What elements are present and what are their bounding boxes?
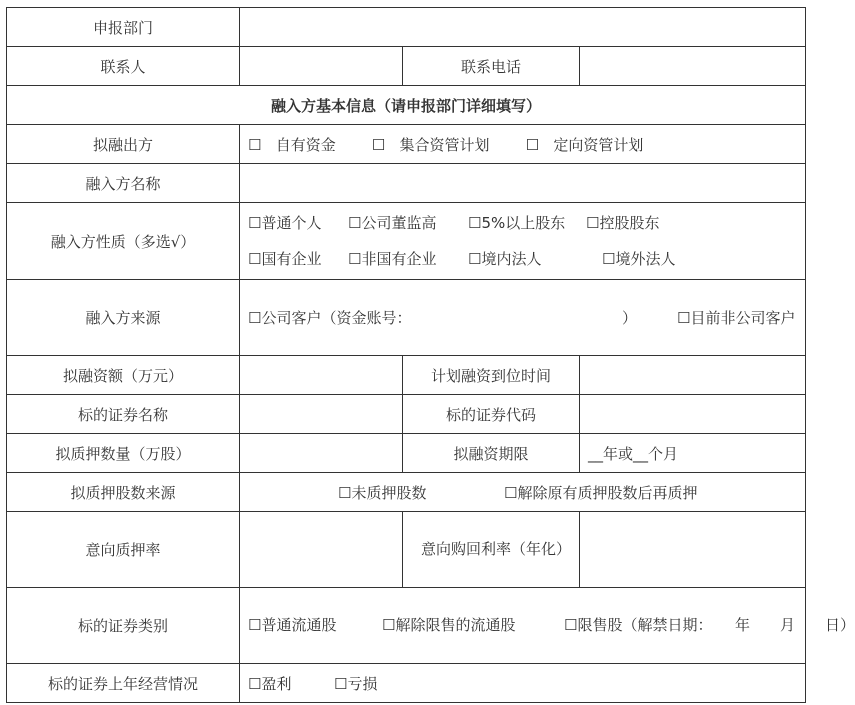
borrower-nature-label: 融入方性质（多选√） bbox=[7, 203, 240, 280]
application-form bbox=[6, 7, 855, 703]
source-option-nonclient: 目前非公司客户 bbox=[690, 308, 796, 327]
type-option-unlocked[interactable]: ☐解除限售的流通股 bbox=[382, 616, 516, 634]
row-source bbox=[7, 280, 806, 356]
type-option-restricted[interactable]: ☐限售股（解禁日期： 年 月 日） bbox=[564, 616, 855, 634]
nature-option-controlling[interactable]: ☐控股股东 bbox=[586, 214, 660, 232]
source-close-paren: ） bbox=[622, 308, 638, 327]
option-directed-plan: 定向资管计划 bbox=[553, 135, 644, 154]
contact-field[interactable] bbox=[240, 47, 403, 86]
pledge-rate-field[interactable] bbox=[240, 512, 403, 588]
option-collective-plan: 集合资管计划 bbox=[399, 135, 490, 154]
row-amount bbox=[7, 356, 806, 395]
security-name-field[interactable] bbox=[240, 395, 403, 434]
pledge-qty-label: 拟质押数量（万股） bbox=[7, 434, 240, 473]
dept-field[interactable] bbox=[240, 8, 806, 47]
pledge-source-repledge[interactable]: ☐解除原有质押股数后再质押 bbox=[504, 483, 698, 502]
security-type-label: 标的证券类别 bbox=[7, 588, 240, 664]
section-title: 融入方基本信息（请申报部门详细填写） bbox=[7, 86, 806, 125]
pledge-source-label: 拟质押股数来源 bbox=[7, 473, 240, 512]
nature-option-foreign[interactable]: ☐境外法人 bbox=[602, 250, 676, 268]
row-funding bbox=[7, 125, 806, 164]
type-option-ordinary[interactable]: ☐普通流通股 bbox=[248, 616, 337, 634]
arrival-label: 计划融资到位时间 bbox=[403, 356, 580, 395]
nature-option-non-state[interactable]: ☐非国有企业 bbox=[348, 250, 437, 268]
term-field[interactable]: __年或__个月 bbox=[580, 434, 806, 473]
security-name-label: 标的证券名称 bbox=[7, 395, 240, 434]
funding-label: 拟融出方 bbox=[7, 125, 240, 164]
row-borrower-nature bbox=[7, 203, 806, 280]
pledge-source-unpledged[interactable]: ☐未质押股数 bbox=[338, 483, 427, 502]
phone-field[interactable] bbox=[580, 47, 806, 86]
checkbox-own-funds[interactable]: ☐ bbox=[248, 135, 262, 154]
source-line1 bbox=[248, 300, 797, 336]
funding-options bbox=[240, 125, 806, 164]
checkbox-directed-plan[interactable]: ☐ bbox=[525, 135, 540, 154]
pledge-rate-label: 意向质押率 bbox=[7, 512, 240, 588]
nature-option-individual[interactable]: ☐普通个人 bbox=[248, 214, 322, 232]
nature-options-row2 bbox=[248, 241, 797, 277]
ops-option-loss[interactable]: ☐亏损 bbox=[334, 674, 378, 693]
nature-options-row1 bbox=[248, 205, 797, 241]
ops-options bbox=[240, 664, 806, 703]
row-pledge-qty bbox=[7, 434, 806, 473]
source-options bbox=[240, 280, 806, 356]
security-code-label: 标的证券代码 bbox=[403, 395, 580, 434]
ops-option-profit[interactable]: ☐盈利 bbox=[248, 674, 292, 693]
amount-label: 拟融资额（万元） bbox=[7, 356, 240, 395]
row-dept bbox=[7, 8, 806, 47]
row-borrower-name bbox=[7, 164, 806, 203]
nature-option-domestic[interactable]: ☐境内法人 bbox=[468, 250, 542, 268]
borrower-name-label: 融入方名称 bbox=[7, 164, 240, 203]
phone-label: 联系电话 bbox=[403, 47, 580, 86]
amount-field[interactable] bbox=[240, 356, 403, 395]
option-own-funds: 自有资金 bbox=[275, 135, 336, 154]
security-code-field[interactable] bbox=[580, 395, 806, 434]
ops-label: 标的证券上年经营情况 bbox=[7, 664, 240, 703]
borrower-name-field[interactable] bbox=[240, 164, 806, 203]
source-label: 融入方来源 bbox=[7, 280, 240, 356]
dept-label: 申报部门 bbox=[7, 8, 240, 47]
source-option-nonclient-start[interactable]: ☐ bbox=[677, 308, 691, 327]
row-contact bbox=[7, 47, 806, 86]
security-type-options bbox=[240, 588, 855, 664]
row-security bbox=[7, 395, 806, 434]
pledge-source-options bbox=[240, 473, 806, 512]
nature-option-state-owned[interactable]: ☐国有企业 bbox=[248, 250, 322, 268]
row-rates bbox=[7, 512, 806, 588]
nature-options bbox=[240, 203, 806, 280]
contact-label: 联系人 bbox=[7, 47, 240, 86]
arrival-field[interactable] bbox=[580, 356, 806, 395]
source-option-client[interactable]: ☐公司客户（资金账号： bbox=[248, 308, 412, 327]
row-security-type bbox=[7, 588, 806, 664]
checkbox-collective-plan[interactable]: ☐ bbox=[371, 135, 386, 154]
term-label: 拟融资期限 bbox=[403, 434, 580, 473]
pledge-qty-field[interactable] bbox=[240, 434, 403, 473]
row-pledge-source bbox=[7, 473, 806, 512]
row-operations bbox=[7, 664, 806, 703]
nature-option-directors[interactable]: ☐公司董监高 bbox=[348, 214, 437, 232]
row-section-header bbox=[7, 86, 806, 125]
repo-rate-label: 意向购回利率（年化） bbox=[403, 512, 580, 588]
repo-rate-field[interactable] bbox=[580, 512, 806, 588]
nature-option-5pct-holder[interactable]: ☐5%以上股东 bbox=[468, 214, 566, 232]
